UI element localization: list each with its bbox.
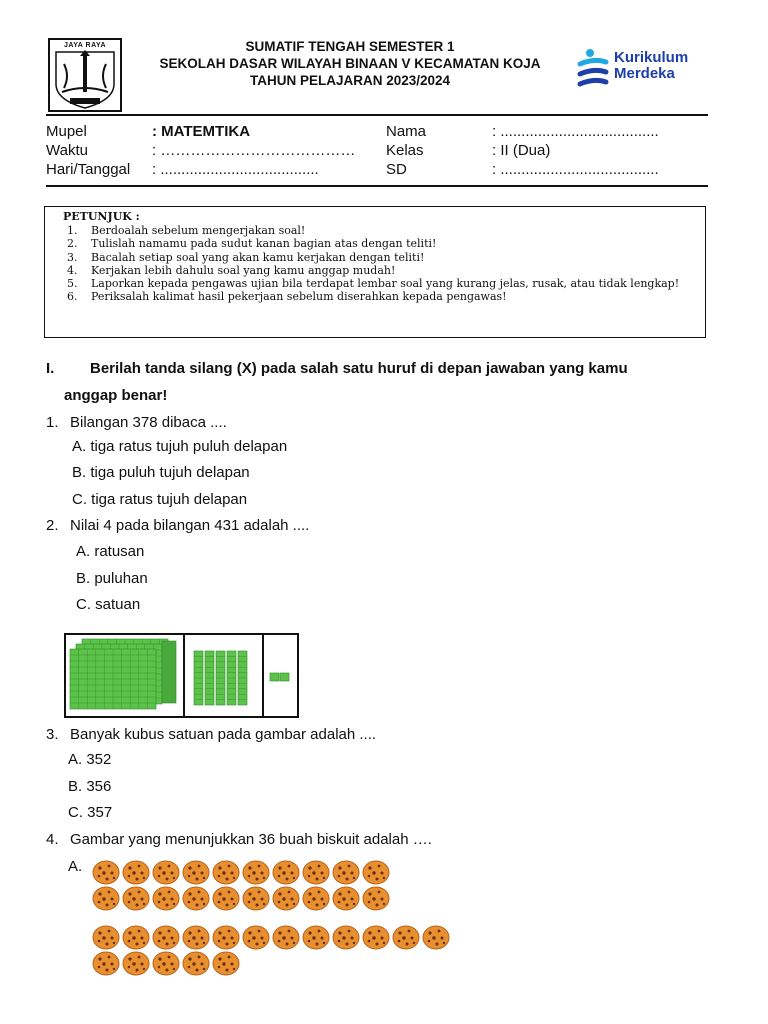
cookie-icon	[332, 860, 360, 885]
instruction-item: 2. Tulislah namamu pada sudut kanan bagian atas dengan teliti!	[67, 237, 437, 251]
monument-icon	[50, 40, 120, 110]
cookie-icon	[152, 951, 180, 976]
cookie-icon	[422, 925, 450, 950]
cookie-icon	[182, 886, 210, 911]
cookie-icon	[152, 886, 180, 911]
cookie-icon	[122, 886, 150, 911]
jakarta-coat-of-arms-logo	[48, 38, 122, 112]
cookie-icon	[212, 925, 240, 950]
logo-kurikulum-text: Kurikulum	[614, 49, 689, 66]
cookie-row	[92, 925, 450, 950]
cookie-icon	[272, 925, 300, 950]
cookie-icon	[272, 860, 300, 885]
instructions-box	[44, 206, 706, 338]
cookie-icon	[92, 860, 120, 885]
cookie-icon	[332, 925, 360, 950]
logo-motto: JAYA RAYA	[63, 42, 107, 49]
cookie-icon	[92, 886, 120, 911]
figure-divider	[183, 635, 185, 716]
cookie-icon	[122, 925, 150, 950]
identity-row-2	[46, 141, 708, 161]
cookie-row	[92, 886, 390, 911]
sd-label: SD	[386, 161, 407, 178]
instruction-item: 5. Laporkan kepada pengawas ujian bila terdapat lembar soal yang kurang jelas, rusak, atau tidak lengkap!	[67, 277, 680, 291]
section-number: I.	[46, 360, 55, 377]
one-cube	[270, 673, 279, 681]
base-ten-blocks-figure	[64, 633, 299, 718]
mupel-value: : MATEMTIKA	[152, 123, 251, 140]
waktu-field[interactable]: : …………………………………	[152, 142, 356, 159]
instruction-item: 4. Kerjakan lebih dahulu soal yang kamu anggap mudah!	[67, 263, 396, 277]
figure-divider	[262, 635, 264, 716]
instruction-item: 1. Berdoalah sebelum mengerjakan soal!	[67, 224, 306, 237]
cookie-icon	[272, 886, 300, 911]
cookie-icon	[152, 925, 180, 950]
question-number: 2.	[46, 517, 59, 534]
instructions-title: PETUNJUK :	[63, 210, 140, 223]
question-text: Banyak kubus satuan pada gambar adalah ....	[70, 726, 377, 743]
option-2b[interactable]: B. puluhan	[76, 570, 148, 587]
cookie-icon	[182, 860, 210, 885]
question-text: Bilangan 378 dibaca ....	[70, 414, 227, 431]
identity-row-1	[46, 122, 708, 142]
cookie-icon	[362, 860, 390, 885]
header-divider	[46, 114, 708, 116]
hundred-flat-side	[162, 641, 176, 703]
question-number: 1.	[46, 414, 59, 431]
header-title: SUMATIF TENGAH SEMESTER 1	[245, 39, 455, 54]
identity-row-3	[46, 160, 708, 180]
cookie-row	[92, 860, 390, 885]
option-1c[interactable]: C. tiga ratus tujuh delapan	[72, 491, 248, 508]
cookie-icon	[302, 886, 330, 911]
cookie-icon	[302, 925, 330, 950]
one-cube	[280, 673, 289, 681]
cookie-icon	[182, 951, 210, 976]
kurikulum-merdeka-icon	[576, 48, 610, 90]
option-1b[interactable]: B. tiga puluh tujuh delapan	[72, 464, 250, 481]
section-instruction-line2: anggap benar!	[64, 387, 168, 404]
option-1a[interactable]: A. tiga ratus tujuh puluh delapan	[72, 438, 288, 455]
cookie-icon	[212, 951, 240, 976]
kelas-label: Kelas	[386, 142, 424, 159]
identity-divider	[46, 185, 708, 187]
option-3c[interactable]: C. 357	[68, 804, 113, 821]
section-instruction-line1: Berilah tanda silang (X) pada salah satu huruf di depan jawaban yang kamu	[90, 360, 628, 377]
cookie-icon	[92, 925, 120, 950]
cookie-icon	[122, 951, 150, 976]
cookie-icon	[392, 925, 420, 950]
question-text: Gambar yang menunjukkan 36 buah biskuit adalah ….	[70, 831, 432, 848]
cookie-row	[92, 951, 240, 976]
cookie-icon	[212, 886, 240, 911]
mupel-label: Mupel	[46, 123, 87, 140]
cookie-icon	[332, 886, 360, 911]
option-2c[interactable]: C. satuan	[76, 596, 141, 613]
nama-field[interactable]: : ......................................	[492, 123, 659, 140]
cookie-icon	[122, 860, 150, 885]
kurikulum-merdeka-logo	[576, 44, 706, 94]
instructions-list	[67, 224, 697, 304]
cookie-icon	[212, 860, 240, 885]
cookie-icon	[242, 860, 270, 885]
option-2a[interactable]: A. ratusan	[76, 543, 145, 560]
option-3b[interactable]: B. 356	[68, 778, 112, 795]
hari-label: Hari/Tanggal	[46, 161, 131, 178]
waktu-label: Waktu	[46, 142, 88, 159]
kelas-value: : II (Dua)	[492, 142, 551, 159]
option-4a[interactable]: A.	[68, 858, 83, 875]
cookie-icon	[152, 860, 180, 885]
instruction-item: 6. Periksalah kalimat hasil pekerjaan sebelum diserahkan kepada pengawas!	[67, 290, 507, 304]
cookie-icon	[242, 886, 270, 911]
logo-merdeka-text: Merdeka	[614, 65, 675, 82]
cookie-icon	[302, 860, 330, 885]
question-number: 3.	[46, 726, 59, 743]
instruction-item: 3. Bacalah setiap soal yang akan kamu kerjakan dengan teliti!	[67, 250, 425, 264]
question-text: Nilai 4 pada bilangan 431 adalah ....	[70, 517, 310, 534]
option-3a[interactable]: A. 352	[68, 751, 112, 768]
hari-field[interactable]: : ......................................	[152, 161, 319, 178]
cookie-icon	[362, 925, 390, 950]
cookie-icon	[362, 886, 390, 911]
nama-label: Nama	[386, 123, 427, 140]
header-school: SEKOLAH DASAR WILAYAH BINAAN V KECAMATAN KOJA	[159, 56, 541, 71]
question-number: 4.	[46, 831, 59, 848]
sd-field[interactable]: : ......................................	[492, 161, 659, 178]
cookie-icon	[92, 951, 120, 976]
cookie-icon	[182, 925, 210, 950]
cookie-icon	[242, 925, 270, 950]
header-year: TAHUN PELAJARAN 2023/2024	[249, 73, 451, 88]
